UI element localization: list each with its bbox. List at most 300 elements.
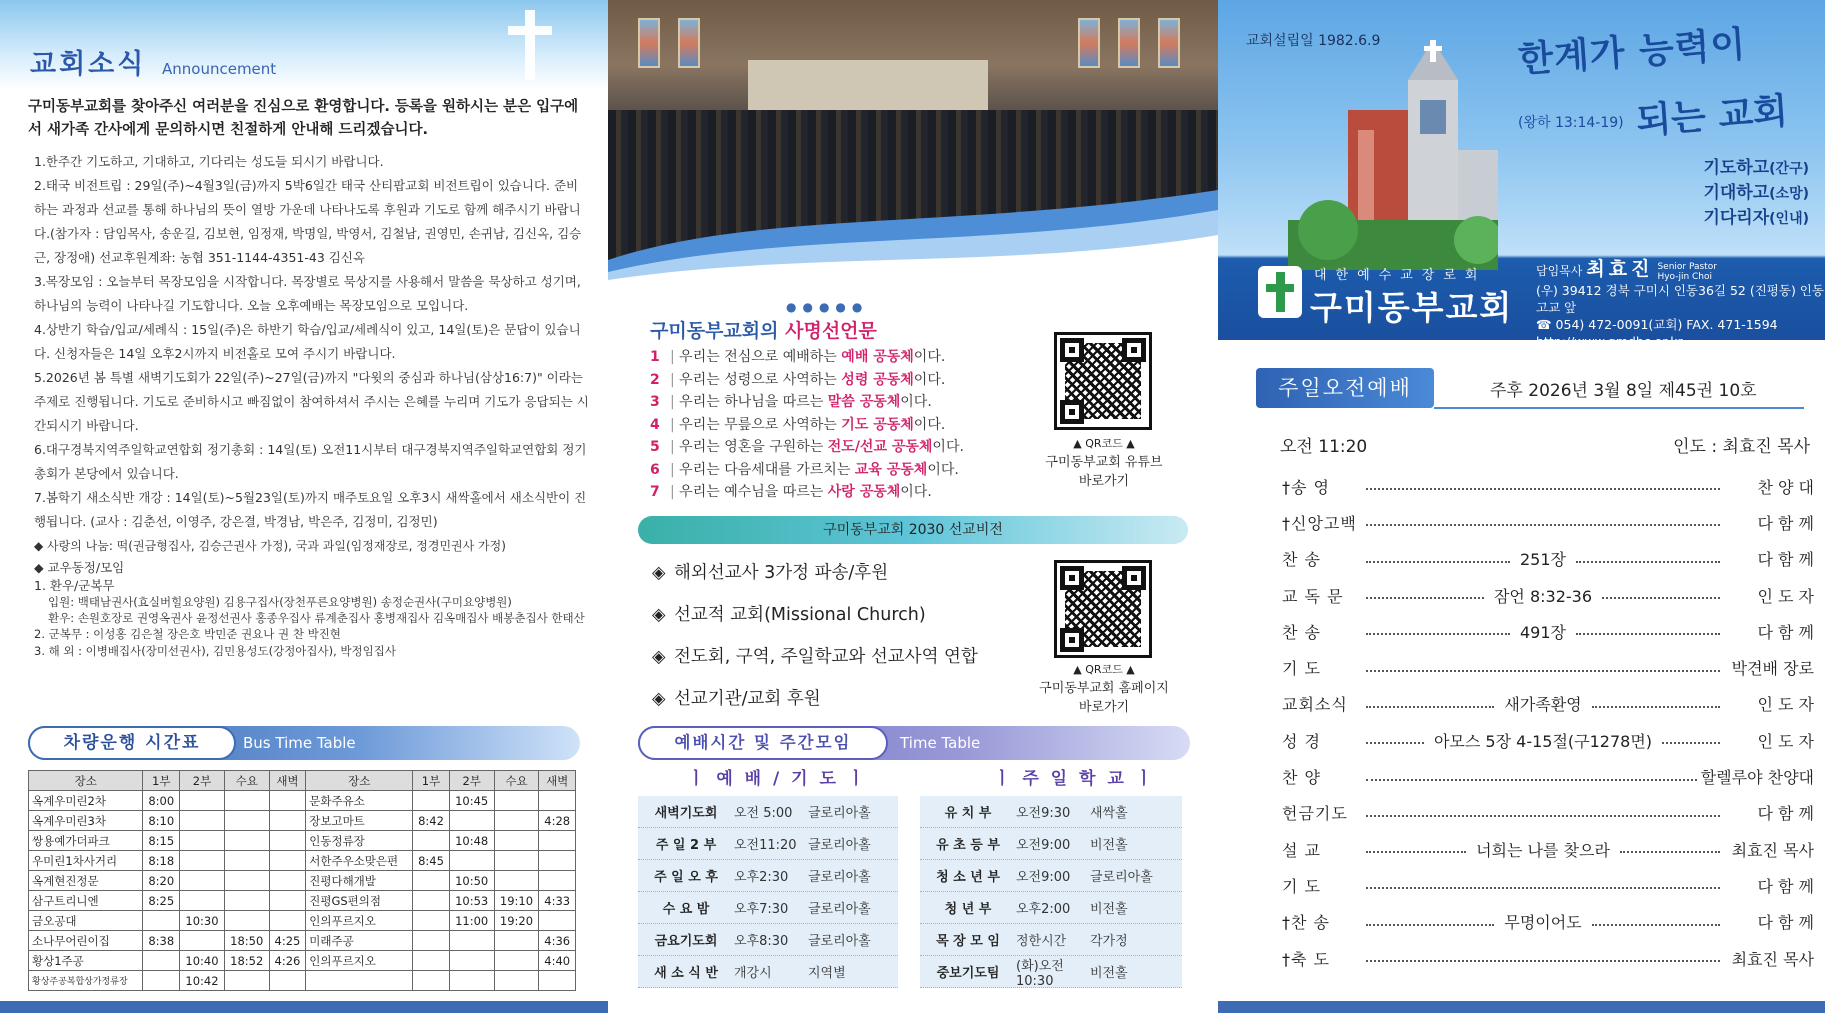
vision-text: 전도회, 구역, 주일학교와 선교사역 연합 — [674, 647, 978, 667]
dotted-leader — [1366, 633, 1510, 635]
order-label: †송 영 — [1282, 477, 1330, 497]
weekly-title: 예배시간 및 주간모임 — [638, 726, 888, 760]
table-cell — [224, 811, 269, 831]
table-cell: 10:40 — [180, 951, 225, 971]
mission-text: 우리는 하나님을 따르는 — [679, 394, 824, 410]
order-performer: 할렐루야 찬양대 — [1700, 768, 1814, 788]
schedule-cell: 글로리아홀 — [808, 934, 871, 949]
bullet-icon: ◈ — [652, 563, 666, 583]
schedule-cell: (화)오전10:30 — [1016, 958, 1064, 989]
table-header-cell: 1부 — [413, 771, 450, 791]
youtube-qr-code[interactable] — [1054, 332, 1152, 430]
order-detail: 무명이어도 — [1504, 913, 1582, 933]
table-cell — [539, 871, 576, 891]
mission-number: 1 — [650, 349, 660, 365]
order-row — [1282, 541, 1814, 577]
table-cell — [494, 831, 539, 851]
table-cell — [539, 911, 576, 931]
motto-line2: 되는 교회 — [1634, 89, 1790, 143]
dotted-leader — [1576, 633, 1720, 635]
table-cell — [539, 831, 576, 851]
table-cell: 8:15 — [143, 831, 180, 851]
mission-suffix: 이다. — [932, 439, 964, 455]
dotted-leader — [1620, 851, 1720, 853]
schedule-cell: 오후2:30 — [734, 870, 789, 885]
table-cell: 4:36 — [539, 931, 576, 951]
schedule-cell: 오전 5:00 — [734, 806, 793, 821]
order-performer: 다 함 께 — [1757, 804, 1814, 824]
divider — [1434, 407, 1804, 409]
mission-number: 4 — [650, 416, 660, 433]
dotted-leader — [1366, 960, 1720, 962]
table-cell — [224, 891, 269, 911]
table-row — [29, 891, 576, 911]
schedule-row — [920, 828, 1182, 860]
table-cell: 삼구트리니엔 — [29, 891, 143, 911]
vision-item — [652, 636, 978, 678]
table-cell — [224, 791, 269, 811]
table-cell — [224, 971, 269, 991]
table-cell: 황상주공복합상가정류장 — [29, 971, 143, 991]
table-cell: 황상1주공 — [29, 951, 143, 971]
dotted-leader — [1592, 924, 1720, 926]
vision-text: 해외선교사 3가정 파송/후원 — [674, 563, 889, 583]
table-cell — [269, 791, 306, 811]
mission-suffix: 이다. — [900, 394, 932, 410]
schedule-row — [638, 924, 898, 956]
table-cell: 8:25 — [143, 891, 180, 911]
table-cell: 미래주공 — [306, 931, 413, 951]
order-performer: 다 함 께 — [1757, 876, 1814, 896]
order-detail: 잠언 8:32-36 — [1493, 586, 1593, 606]
table-cell — [143, 971, 180, 991]
dotted-leader — [1366, 488, 1720, 490]
denomination: 대한예수교장로회 — [1314, 268, 1487, 283]
table-cell: 우미린1차사거리 — [29, 851, 143, 871]
announcement-item: 2.태국 비전트립 : 29일(주)~4월3일(금)까지 5박6일간 태국 산티팝교회 비전트립이 있습니다. 준비하는 과정과 선교를 통해 하나님의 뜻이 열방 가운데 나타나도록 후원과 기도로 함께 해주시기 바랍니다.(참가자 : 담임목사, 송운길, 김보현, 임정재, 박명일, 박영서, 김철남, 권영민, 손귀남, 김신옥, 김승근, 장정애) 선교후원계좌: 농협 351-1144-4351-43 김신옥 — [34, 178, 582, 265]
vision-text: 선교적 교회(Missional Church) — [674, 605, 926, 625]
news-item: 입원: 백태남권사(효실버힐요양원) 김용구집사(장천푸른요양병원) 송정순권사(구미요양병원) — [48, 595, 512, 609]
schedule-cell: 주 일 2 부 — [655, 838, 717, 853]
table-cell — [449, 811, 494, 831]
vision-item — [652, 594, 978, 636]
table-cell — [180, 791, 225, 811]
table-cell: 8:45 — [413, 851, 450, 871]
schedule-cell: 개강시 — [734, 966, 772, 981]
table-cell — [269, 811, 306, 831]
order-performer: 박견배 장로 — [1731, 659, 1814, 679]
worship-section-title: ㅣ 예 배 / 기 도 ㅣ — [688, 769, 868, 789]
table-header-cell: 1부 — [143, 771, 180, 791]
order-detail: 251장 — [1520, 550, 1566, 570]
schedule-row — [920, 924, 1182, 956]
mission-number: 3 — [650, 394, 660, 410]
table-cell — [180, 831, 225, 851]
announcement-item: 5.2026년 봄 특별 새벽기도회가 22일(주)~27일(금)까지 "다윗의 중심과 하나님(삼상16:7)" 이라는 주제로 진행됩니다. 기도로 준비하시고 빠짐없이 참여하셔서 주시는 은혜를 누리며 기도가 응답되는 시간되시기 바랍니다. — [34, 370, 589, 433]
schedule-cell: 금요기도회 — [654, 934, 718, 949]
table-cell — [269, 891, 306, 911]
table-cell: 11:00 — [449, 911, 494, 931]
schedule-cell: 오전9:00 — [1016, 870, 1071, 885]
table-cell — [539, 971, 576, 991]
dotted-leader — [1366, 887, 1720, 889]
vision-item — [652, 678, 978, 720]
table-cell: 4:40 — [539, 951, 576, 971]
order-performer: 찬 양 대 — [1757, 477, 1814, 497]
order-performer: 인 도 자 — [1757, 731, 1814, 751]
order-detail: 아모스 5장 4-15절(구1278면) — [1433, 731, 1653, 751]
mission-text: 우리는 다음세대를 가르치는 — [679, 461, 851, 478]
table-cell — [449, 971, 494, 991]
bus-timetable — [28, 770, 576, 991]
table-cell — [269, 911, 306, 931]
motto-line1: 한계가 능력이 — [1516, 23, 1748, 81]
schedule-cell: 유 치 부 — [944, 806, 992, 821]
schedule-cell: 수 요 밤 — [662, 902, 710, 917]
footer-bar — [0, 1001, 608, 1013]
table-cell — [224, 911, 269, 931]
schedule-cell: 새 소 식 반 — [654, 966, 718, 981]
table-cell — [306, 971, 413, 991]
mission-line: 7 | 우리는 예수님을 따르는 사랑 공동체이다. — [650, 481, 964, 504]
schedule-cell: 오전9:30 — [1016, 806, 1071, 821]
order-row — [1282, 867, 1814, 903]
bullet-icon: ◈ — [652, 689, 666, 709]
mission-suffix: 이다. — [913, 416, 946, 433]
table-cell: 인의푸르지오 — [306, 911, 413, 931]
order-performer: 인 도 자 — [1757, 586, 1814, 606]
church-name: 구미동부교회 — [1310, 288, 1514, 327]
weekly-subtitle: Time Table — [900, 734, 981, 752]
schedule-cell: 비전홀 — [1090, 838, 1128, 853]
footer-bar — [1218, 1001, 1825, 1013]
bus-timetable-title: 차량운행 시간표 — [28, 726, 236, 760]
mission-title: 구미동부교회의 사명선언문 — [650, 320, 877, 342]
table-cell: 옥계현진정문 — [29, 871, 143, 891]
table-cell — [539, 851, 576, 871]
cross-icon — [500, 6, 560, 86]
table-cell — [180, 871, 225, 891]
table-cell: 19:20 — [494, 911, 539, 931]
order-row — [1282, 722, 1814, 758]
schedule-cell: 비전홀 — [1090, 966, 1128, 981]
service-time-row — [1280, 432, 1810, 457]
vision-title: 구미동부교회 2030 선교비전 — [638, 516, 1188, 544]
order-detail: 새가족환영 — [1504, 695, 1582, 715]
table-header-cell: 새벽 — [269, 771, 306, 791]
schedule-row — [638, 860, 898, 892]
table-cell — [494, 951, 539, 971]
table-cell: 10:45 — [449, 791, 494, 811]
order-row — [1282, 940, 1814, 976]
table-cell: 4:28 — [539, 811, 576, 831]
schedule-cell: 비전홀 — [1090, 902, 1128, 917]
announcement-title: 교회소식 — [30, 49, 147, 80]
order-label: 기 도 — [1282, 876, 1321, 896]
order-row — [1282, 504, 1814, 540]
order-label: 헌금기도 — [1282, 804, 1348, 824]
schedule-cell: 오후2:00 — [1016, 902, 1071, 917]
table-cell — [269, 851, 306, 871]
order-row — [1282, 613, 1814, 649]
table-header-row — [29, 771, 576, 791]
service-title: 주일오전예배 — [1256, 368, 1434, 408]
order-detail: 491장 — [1520, 622, 1566, 642]
order-performer: 다 함 께 — [1757, 550, 1814, 570]
schedule-cell: 청 소 년 부 — [936, 870, 1000, 885]
table-cell: 진평GS편의점 — [306, 891, 413, 911]
table-cell — [180, 811, 225, 831]
table-header-cell: 수요 — [224, 771, 269, 791]
order-row — [1282, 904, 1814, 940]
bullet-icon: ◈ — [652, 605, 666, 625]
mission-text: 우리는 영혼을 구원하는 — [679, 439, 824, 455]
schedule-cell: 지역별 — [808, 966, 846, 981]
dotted-leader — [1366, 670, 1720, 672]
church-contact — [1536, 282, 1825, 350]
schedule-cell: 새싹홀 — [1090, 806, 1128, 821]
table-cell — [413, 791, 450, 811]
table-cell — [269, 971, 306, 991]
table-cell — [494, 931, 539, 951]
order-performer: 다 함 께 — [1757, 913, 1814, 933]
order-label: 교 독 문 — [1282, 586, 1344, 606]
table-row — [29, 911, 576, 931]
table-row — [29, 971, 576, 991]
order-performer: 최효진 목사 — [1731, 949, 1814, 969]
order-label: †축 도 — [1282, 949, 1330, 969]
schedule-cell: 오후8:30 — [734, 934, 789, 949]
mission-number: 6 — [650, 461, 660, 478]
order-row — [1282, 577, 1814, 613]
order-label: 찬 송 — [1282, 550, 1321, 570]
footer-gap — [608, 1001, 1218, 1013]
table-header-cell: 장소 — [306, 771, 413, 791]
cover-header — [1218, 0, 1825, 349]
announcement-header — [0, 0, 608, 90]
table-cell: 4:33 — [539, 891, 576, 911]
announcement-item: 3.목장모임 : 오늘부터 목장모임을 시작합니다. 목장별로 묵상지를 사용해서 말씀을 묵상하고 성기며, 하나님의 능력이 나타나길 기도합니다. 오늘 오후예배는 목장모임으로 모입니다. — [34, 274, 581, 313]
dotted-leader — [1366, 561, 1510, 563]
dots-decoration: ●●●●● — [786, 300, 869, 314]
order-of-service — [1282, 468, 1814, 976]
news-title: ◆ 교우동정/모임 — [34, 560, 125, 575]
table-cell — [224, 871, 269, 891]
vision-list — [652, 552, 978, 720]
mission-text: 우리는 예수님을 따르는 — [679, 484, 824, 500]
order-label: 성 경 — [1282, 731, 1321, 751]
homepage-qr-code[interactable] — [1054, 560, 1152, 658]
schedule-row — [638, 796, 898, 828]
table-row — [29, 951, 576, 971]
table-cell — [413, 871, 450, 891]
schedule-row — [920, 956, 1182, 988]
order-label: 기 도 — [1282, 659, 1321, 679]
table-cell — [449, 951, 494, 971]
mission-number: 7 — [650, 484, 660, 500]
mission-line: 4 | 우리는 무릎으로 사역하는 기도 공동체이다. — [650, 414, 964, 437]
mission-suffix: 이다. — [913, 371, 946, 388]
church-phone: ☎ 054) 472-0091(교회) FAX. 471-1594 — [1536, 317, 1778, 332]
dotted-leader — [1366, 779, 1697, 781]
schedule-cell: 글로리아홀 — [808, 806, 871, 821]
dotted-leader — [1366, 851, 1466, 853]
mission-line: 2 | 우리는 성령으로 사역하는 성령 공동체이다. — [650, 369, 964, 392]
order-label: 설 교 — [1282, 840, 1321, 860]
mission-suffix: 이다. — [900, 484, 932, 500]
schedule-cell: 각가정 — [1090, 934, 1128, 949]
table-cell — [413, 971, 450, 991]
pastor-info: 담임목사 최효진 Senior Pastor Hyo-jin Choi — [1536, 258, 1717, 282]
table-cell — [143, 951, 180, 971]
schedule-cell: 글로리아홀 — [808, 838, 871, 853]
table-cell: 10:30 — [180, 911, 225, 931]
dotted-leader — [1366, 815, 1720, 817]
mission-suffix: 이다. — [927, 461, 959, 478]
vision-item — [652, 552, 978, 594]
table-header-cell: 새벽 — [539, 771, 576, 791]
table-cell: 소나무어린이집 — [29, 931, 143, 951]
table-header-cell: 수요 — [494, 771, 539, 791]
schedule-row — [638, 956, 898, 988]
order-performer: 다 함 께 — [1757, 622, 1814, 642]
mission-text: 우리는 전심으로 예배하는 — [679, 349, 837, 365]
mission-line: 1 | 우리는 전심으로 예배하는 예배 공동체이다. — [650, 346, 964, 369]
schedule-cell: 청 년 부 — [944, 902, 992, 917]
vision-text: 선교기관/교회 후원 — [674, 689, 821, 709]
schedule-cell: 글로리아홀 — [808, 870, 871, 885]
mission-highlight: 예배 공동체 — [841, 349, 914, 365]
table-cell: 8:42 — [413, 811, 450, 831]
schedule-cell: 주 일 오 후 — [654, 870, 718, 885]
table-cell: 8:38 — [143, 931, 180, 951]
church-address: (우) 39412 경북 구미시 인동36길 52 (진평동) 인동고교 앞 — [1536, 283, 1824, 315]
schedule-cell: 목 장 모 임 — [936, 934, 1000, 949]
table-cell — [494, 811, 539, 831]
mission-highlight: 말씀 공동체 — [827, 394, 901, 410]
table-cell — [494, 791, 539, 811]
bullet-icon: ◈ — [652, 647, 666, 667]
mission-list — [650, 346, 964, 504]
announcement-item: 4.상반기 학습/입교/세례식 : 15일(주)은 하반기 학습/입교/세례식이 있고, 14일(토)은 문답이 있습니다. 신청자들은 14일 오후2시까지 비전홀로 모여 주시기 바랍니다. — [34, 322, 581, 361]
schedule-cell: 오후7:30 — [734, 902, 789, 917]
table-row — [29, 851, 576, 871]
table-cell: 18:52 — [224, 951, 269, 971]
mission-highlight: 전도/선교 공동체 — [827, 439, 933, 455]
news-item: 환우: 손원호장로 권영옥권사 윤정선권사 홍종우집사 류계춘집사 홍병재집사 김옥매집사 배봉춘집사 한태산 — [48, 611, 585, 625]
dotted-leader — [1366, 742, 1424, 744]
mission-text: 우리는 성령으로 사역하는 — [679, 371, 837, 388]
table-cell: 인동정류장 — [306, 831, 413, 851]
table-cell — [269, 831, 306, 851]
announcement-item: 1.한주간 기도하고, 기대하고, 기다리는 성도들 되시기 바랍니다. — [34, 154, 384, 169]
table-cell: 10:48 — [449, 831, 494, 851]
order-label: 찬 송 — [1282, 622, 1321, 642]
table-cell — [413, 951, 450, 971]
schedule-row — [920, 860, 1182, 892]
table-header-cell: 장소 — [29, 771, 143, 791]
table-cell: 4:25 — [269, 931, 306, 951]
table-cell — [449, 931, 494, 951]
schedule-cell: 유 초 등 부 — [936, 838, 1000, 853]
dotted-leader — [1662, 742, 1720, 744]
dotted-leader — [1366, 924, 1494, 926]
mission-highlight: 사랑 공동체 — [827, 484, 901, 500]
table-row — [29, 871, 576, 891]
table-row — [29, 931, 576, 951]
schedule-row — [638, 828, 898, 860]
church-url[interactable]: http://www.gmdbc.or.kr — [1536, 334, 1683, 349]
schedule-cell: 글로리아홀 — [808, 902, 871, 917]
table-cell: 장보고마트 — [306, 811, 413, 831]
table-cell — [224, 831, 269, 851]
table-cell — [224, 851, 269, 871]
mission-suffix: 이다. — [913, 349, 946, 365]
mission-line: 6 | 우리는 다음세대를 가르치는 교육 공동체이다. — [650, 459, 964, 482]
schedule-row — [920, 892, 1182, 924]
love-share: ◆ 사랑의 나눔: 떡(권금형집사, 김승근권사 가정), 국과 과일(임정재장로, 정경민권사 가정) — [34, 539, 506, 553]
church-logo-icon — [1258, 266, 1302, 318]
weekly-header — [638, 726, 1190, 760]
table-cell — [413, 831, 450, 851]
table-cell — [413, 931, 450, 951]
table-row — [29, 791, 576, 811]
mission-line: 3 | 우리는 하나님을 따르는 말씀 공동체이다. — [650, 391, 964, 414]
table-cell: 쌍용예가더파크 — [29, 831, 143, 851]
schedule-row — [638, 892, 898, 924]
table-cell: 10:50 — [449, 871, 494, 891]
motto-verse: (왕하 13:14-19) — [1518, 115, 1624, 131]
dotted-leader — [1602, 597, 1720, 599]
announcement-subtitle: Announcement — [162, 60, 277, 78]
schedule-cell: 중보기도팀 — [936, 966, 1000, 981]
table-cell — [269, 871, 306, 891]
mission-number: 2 — [650, 371, 660, 388]
service-date: 주후 2026년 3월 8일 제45권 10호 — [1490, 381, 1757, 401]
welcome-intro: 구미동부교회를 찾아주신 여러분을 진심으로 환영합니다. 등록을 원하시는 분은 입구에서 새가족 간사에게 문의하시면 친절하게 안내해 드리겠습니다. — [28, 99, 579, 138]
order-label: †찬 송 — [1282, 913, 1330, 933]
table-cell: 4:26 — [269, 951, 306, 971]
table-cell — [494, 851, 539, 871]
youtube-qr-caption: ▲ QR코드 ▲ 구미동부교회 유튜브 바로가기 — [1045, 437, 1163, 489]
table-cell — [180, 931, 225, 951]
table-cell — [413, 891, 450, 911]
homepage-qr-caption: ▲ QR코드 ▲ 구미동부교회 홈페이지 바로가기 — [1039, 663, 1169, 715]
table-cell: 8:18 — [143, 851, 180, 871]
school-schedule — [920, 796, 1182, 988]
table-cell — [494, 871, 539, 891]
order-row — [1282, 686, 1814, 722]
table-cell — [539, 791, 576, 811]
table-header-cell: 2부 — [449, 771, 494, 791]
wave-decoration — [608, 190, 1218, 280]
established-date: 교회설립일 1982.6.9 — [1246, 33, 1381, 49]
order-row — [1282, 649, 1814, 685]
order-performer: 다 함 께 — [1757, 513, 1814, 533]
announcement-item: 6.대구경북지역주일학교연합회 정기총회 : 14일(토) 오전11시부터 대구경북지역주일학교연합회 정기총회가 본당에서 있습니다. — [34, 442, 587, 481]
order-row — [1282, 468, 1814, 504]
news-item: 3. 해 외 : 이병배집사(장미선권사), 김민용성도(강정아집사), 박정임집사 — [34, 644, 396, 658]
table-cell — [180, 891, 225, 911]
order-row — [1282, 758, 1814, 794]
dotted-leader — [1592, 706, 1720, 708]
worship-schedule — [638, 796, 898, 988]
table-cell: 문화주유소 — [306, 791, 413, 811]
mission-number: 5 — [650, 439, 660, 455]
table-cell — [143, 911, 180, 931]
schedule-cell: 글로리아홀 — [1090, 870, 1153, 885]
schedule-row — [920, 796, 1182, 828]
